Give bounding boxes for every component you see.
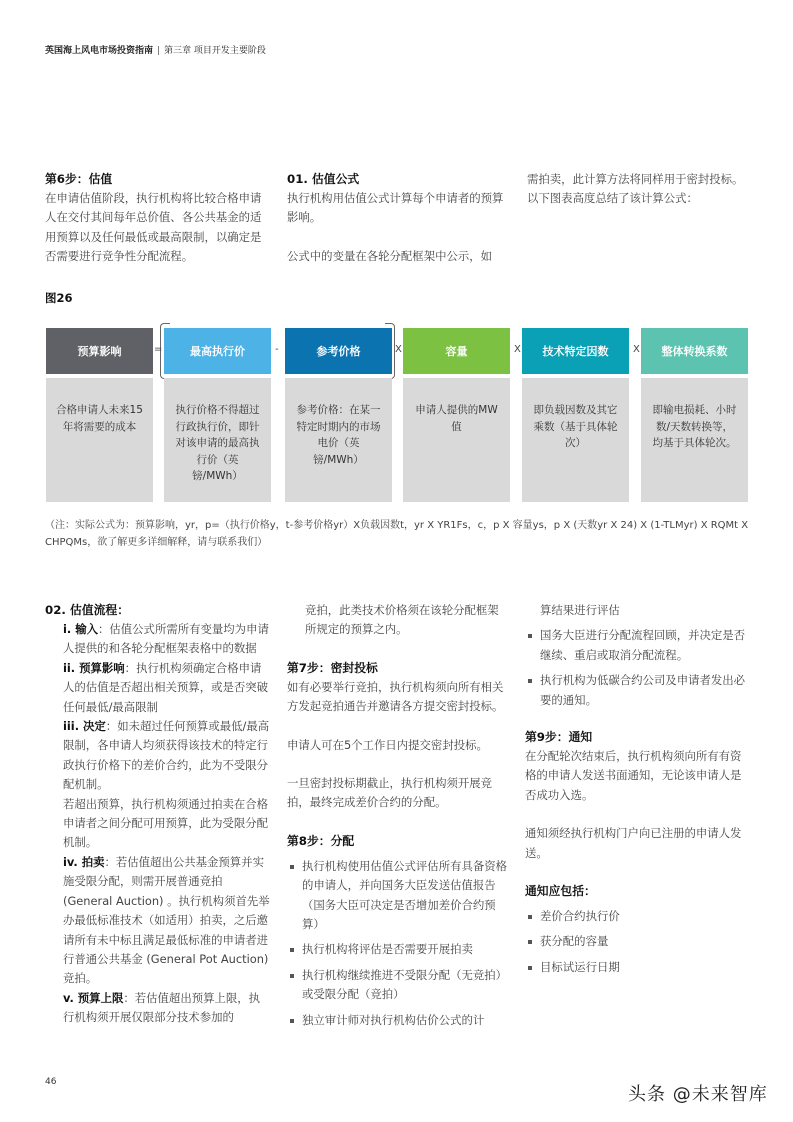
formula-operator: - [275,344,279,355]
formula-paragraph: 执行机构用估值公式计算每个申请者的预算影响。 [287,191,504,225]
process-item-label: iii. 决定 [63,719,106,734]
step6-heading: 第6步：估值 [45,172,113,186]
process-continued: 竞拍，此类技术价格须在该轮分配框架所规定的预算之内。 [305,603,499,637]
process-item-label: i. 输入 [63,622,98,636]
step8-bullet: 国务大臣进行分配流程回顾，并决定是否继续、重启或取消分配流程。 [525,626,747,665]
formula-term-box: 技术特定因数 [522,328,629,374]
process-item [63,795,270,853]
formula-term-box: 最高执行价 [164,328,271,374]
step9-heading: 第9步：通知 [525,730,593,745]
step8-continued: 算结果进行评估 [540,603,620,617]
formula-paragraph: 需拍卖，此计算方法将同样用于密封投标。以下图表高度总结了该计算公式： [527,172,744,206]
running-header [45,43,266,56]
process-section [45,601,270,1028]
process-item [63,620,270,659]
step7-paragraph: 申请人可在5个工作日内提交密封投标。 [287,737,488,752]
process-item-text: ：若估值超出公共基金预算并实施受限分配，则需开展普通竞拍 (General Auction) 。执行机构须首先举办最低标准技术（如适用）拍卖，之后邀请所有未中标且满足最低标准的申请者进行普通公共基金 (General Pot Auction) 竞拍。 [63,854,270,986]
notice-item: 目标试运行日期 [525,958,747,977]
formula-term-description: 合格申请人未来15年将需要的成本 [46,378,153,502]
process-item-label: iv. 拍卖 [63,854,105,869]
formula-term-box: 参考价格 [285,328,392,374]
step7-heading: 第7步：密封投标 [287,660,378,675]
chapter-title: 第三章 项目开发主要阶段 [164,46,266,56]
step8-bullet: 执行机构使用估值公式评估所有具备资格的申请人，并向国务大臣发送估值报告（国务大臣可决定是否增加差价合约预算） [287,857,509,935]
process-item-text: 若超出预算，执行机构须通过拍卖在合格申请者之间分配可用预算，此为受限分配机制。 [63,796,269,850]
figure-label: 图26 [45,291,73,305]
formula-operator: = [154,344,163,355]
process-item-text: ：若估值超出预算上限，执行机构须开展仅限部分技术参加的 [63,990,261,1025]
process-item [63,717,270,795]
step8-bullet: 独立审计师对执行机构估价公式的计 [287,1011,509,1030]
header-separator: | [157,46,161,56]
formula-term-box: 预算影响 [46,328,153,374]
middle-column [287,601,509,1036]
formula-section [287,170,509,266]
process-heading: 02. 估值流程： [45,603,129,617]
formula-term-description: 参考价格：在某一特定时期内的市场电价（英镑/MWh） [285,378,392,502]
process-item-label: ii. 预算影响 [63,660,125,675]
step9-paragraph: 在分配轮次结束后，执行机构须向所有有资格的申请人发送书面通知，无论该申请人是否成功入选。 [525,749,742,802]
step9-paragraph: 通知须经执行机构门户向已注册的申请人发送。 [525,826,742,860]
step6-body: 在申请估值阶段，执行机构将比较合格申请人在交付其间每年总价值、各公共基金的适用预算以及任何最低或最高限制，以确定是否需要进行竞争性分配流程。 [45,191,262,264]
guide-title: 英国海上风电市场投资指南 [45,46,154,56]
process-item [63,989,270,1028]
process-item-label: v. 预算上限 [63,990,124,1005]
page-number: 46 [45,1077,57,1087]
formula-term-description: 执行价格不得超过行政执行价，即针对该申请的最高执行价（英镑/MWh） [164,378,271,502]
step8-bullet: 执行机构继续推进不受限分配（无竞拍）或受限分配（竞拍） [287,966,509,1005]
formula-term-box: 整体转换系数 [641,328,748,374]
formula-term-box: 容量 [403,328,510,374]
step7-paragraph: 如有必要举行竞拍，执行机构须向所有相关方发起竞拍通告并邀请各方提交密封投标。 [287,679,504,714]
step8-heading: 第8步：分配 [287,833,355,848]
right-column [525,601,747,983]
process-item [63,853,270,989]
notice-includes-heading: 通知应包括： [525,884,596,899]
notice-item: 差价合约执行价 [525,907,747,926]
formula-term-description: 即负载因数及其它乘数（基于具体轮次） [522,378,629,502]
formula-operator: X [633,344,640,355]
formula-operator: X [395,344,402,355]
step6-section [45,170,267,267]
process-item-text: ：执行机构须确定合格申请人的估值是否超出相关预算，或是否突破任何最低/最高限制 [63,660,269,714]
formula-note: （注：实际公式为：预算影响，yr，p=（执行价格y，t-参考价格yr）X负载因数t，yr X YR1Fs，c，p X 容量ys，p X (天数yr X 24) X (1-TLMyr) X RQMt X CHPQMs，欲了解更多详细解释，请与联系我们） [45,520,749,548]
process-item-text: ：如未超过任何预算或最低/最高限制，各申请人均须获得该技术的特定行政执行价格下的差价合约，此为不受限分配机制。 [63,719,270,792]
formula-operator: X [514,344,521,355]
formula-term-description: 即输电损耗、小时数/天数转换等，均基于具体轮次。 [641,378,748,502]
notice-item: 获分配的容量 [525,932,747,951]
formula-paragraph: 公式中的变量在各轮分配框架中公示，如 [287,248,493,263]
process-item-text: ：估值公式所需所有变量均为申请人提供的和各轮分配框架表格中的数据 [63,622,269,656]
step8-bullet: 执行机构为低碳合约公司及申请者发出必要的通知。 [525,671,747,710]
step7-paragraph: 一旦密封投标期截止，执行机构须开展竞拍，最终完成差价合约的分配。 [287,776,493,810]
formula-heading: 01. 估值公式 [287,172,360,186]
formula-continued [527,170,749,209]
step8-bullet: 执行机构将评估是否需要开展拍卖 [287,940,509,959]
watermark: 头条 @未来智库 [628,1084,768,1105]
process-item [63,659,270,717]
formula-term-description: 申请人提供的MW值 [403,378,510,502]
